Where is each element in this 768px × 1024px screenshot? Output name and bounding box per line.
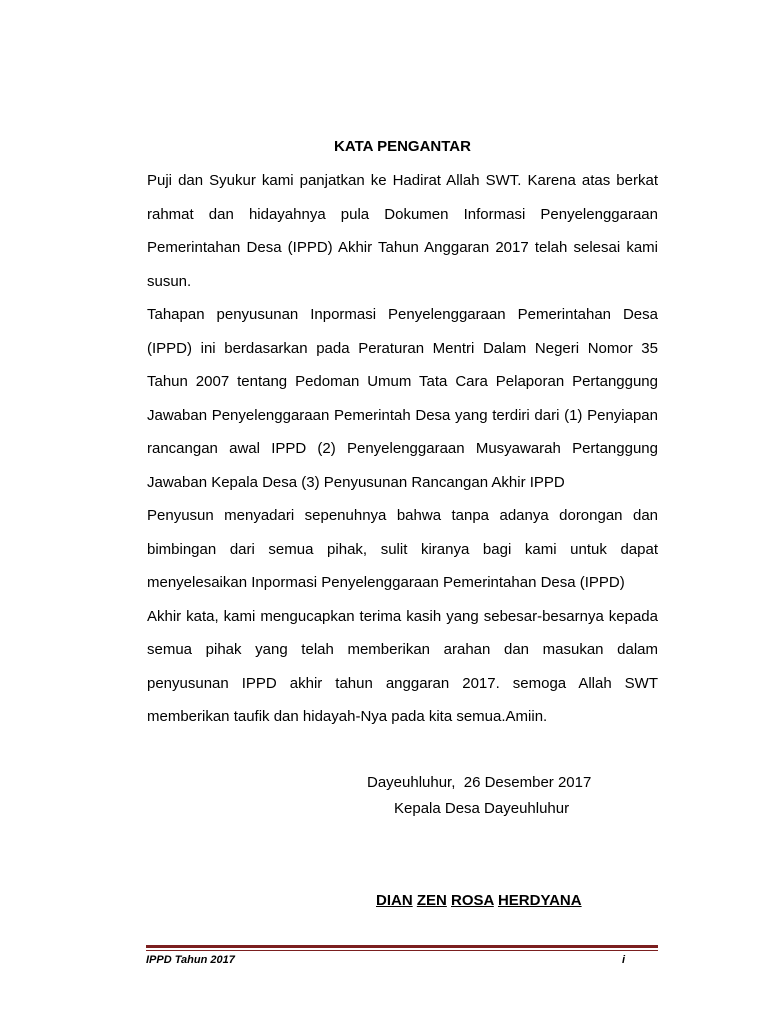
signature-role: Kepala Desa Dayeuhluhur <box>394 800 570 817</box>
page-number: i <box>622 954 626 966</box>
body-text <box>147 164 658 734</box>
signature-name-part: ZEN <box>416 892 447 909</box>
signature-place-date: Dayeuhluhur, 26 Desember 2017 <box>367 774 592 791</box>
signature-name-part: DIAN <box>376 892 413 909</box>
paragraph-1: Puji dan Syukur kami panjatkan ke Hadirat Allah SWT. Karena atas berkat rahmat dan hidayahnya pula Dokumen Informasi Penyelenggaraan Pemerintahan Desa (IPPD) Akhir Tahun Anggaran 2017 telah selesai kami susun. <box>147 172 658 290</box>
paragraph-4: Akhir kata, kami mengucapkan terima kasih yang sebesar-besarnya kepada semua pihak yang telah memberikan arahan dan masukan dalam penyusunan IPPD akhir tahun anggaran 2017. semoga Allah SWT memberikan taufik dan hidayah-Nya pada kita semua.Amiin. <box>147 607 658 725</box>
signature-name-part: HERDYANA <box>497 892 582 909</box>
paragraph-3: Penyusun menyadari sepenuhnya bahwa tanpa adanya dorongan dan bimbingan dari semua pihak, sulit kiranya bagi kami untuk dapat menyelesaikan Inpormasi Penyelenggaraan Pemerintahan Desa (IPPD) <box>147 507 658 591</box>
paragraph-2: Tahapan penyusunan Inpormasi Penyelenggaraan Pemerintahan Desa (IPPD) ini berdasarkan pada Peraturan Mentri Dalam Negeri Nomor 35 Tahun 2007 tentang Pedoman Umum Tata Cara Pelaporan Pertanggung Jawaban Penyelenggaraan Pemerintah Desa yang terdiri dari (1) Penyiapan rancangan awal IPPD (2) Penyelenggaraan Musyawarah Pertanggung Jawaban Kepala Desa (3) Penyusunan Rancangan Akhir IPPD <box>147 306 658 491</box>
signature-name-part: ROSA <box>451 892 494 909</box>
footer-rule-thin <box>146 950 658 951</box>
page-title: KATA PENGANTAR <box>334 138 471 155</box>
footer-title: IPPD Tahun 2017 <box>146 954 235 966</box>
footer-rule-thick <box>146 945 658 948</box>
signature-name <box>376 892 582 910</box>
